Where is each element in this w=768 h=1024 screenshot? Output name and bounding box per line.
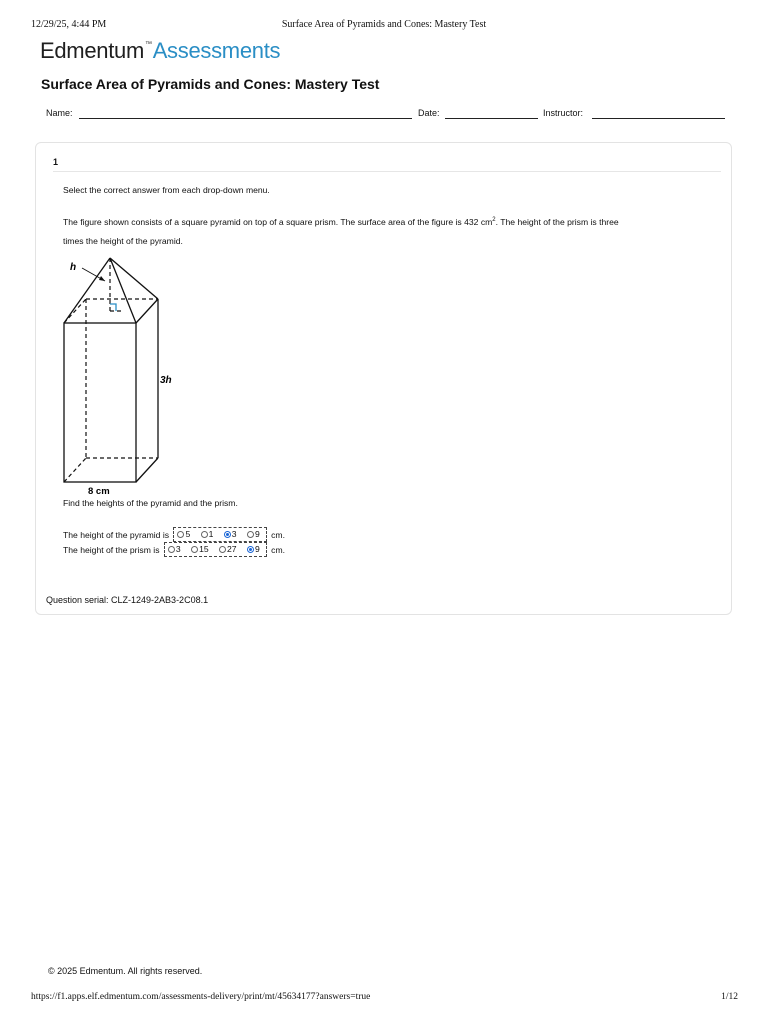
- question-divider: [53, 171, 721, 172]
- pyramid-height-options[interactable]: [173, 527, 266, 542]
- logo-product: Assessments: [152, 38, 281, 63]
- question-stem: [63, 213, 619, 231]
- logo-brand: Edmentum: [40, 38, 144, 63]
- h-pointer-arrowhead: [99, 276, 105, 281]
- stem-part2: . The height of the prism is three: [495, 217, 619, 227]
- name-label: Name:: [46, 108, 73, 118]
- radio-button-selected[interactable]: [247, 546, 254, 553]
- pyramid-edge-back-right: [110, 258, 158, 299]
- edmentum-logo: [40, 38, 280, 68]
- option-pyramid-5[interactable]: [177, 528, 190, 541]
- radio-button[interactable]: [177, 531, 184, 538]
- student-info-row: [46, 106, 726, 122]
- radio-button[interactable]: [168, 546, 175, 553]
- question-stem-line2: times the height of the pyramid.: [63, 236, 183, 246]
- stem-part1: The figure shown consists of a square pyramid on top of a square prism. The surface area of the figure is 432 cm: [63, 217, 493, 227]
- radio-button[interactable]: [201, 531, 208, 538]
- radio-button[interactable]: [191, 546, 198, 553]
- print-page-number: 1/12: [721, 992, 738, 1002]
- right-angle-marker: [110, 304, 116, 311]
- instructor-label: Instructor:: [543, 108, 584, 118]
- option-label: 1: [208, 529, 214, 539]
- figure-label-base: 8 cm: [88, 486, 110, 496]
- date-label: Date:: [418, 108, 440, 118]
- copyright: © 2025 Edmentum. All rights reserved.: [48, 966, 203, 976]
- print-timestamp: 12/29/25, 4:44 PM: [31, 19, 107, 30]
- question-serial: Question serial: CLZ-1249-2AB3-2C08.1: [46, 595, 209, 605]
- option-label: 3: [175, 544, 181, 554]
- option-prism-9[interactable]: [247, 543, 260, 556]
- answer-prefix: The height of the pyramid is: [63, 529, 170, 540]
- prism-top-right-edge: [136, 299, 158, 323]
- hidden-bottom-left-edge: [64, 458, 86, 482]
- question-card: [35, 142, 732, 615]
- prism-bottom-right-edge: [136, 458, 158, 482]
- prism-solid-edges: [64, 258, 158, 482]
- pyramid-edge-front-right: [110, 258, 136, 323]
- prism-hidden-edges: [64, 258, 158, 482]
- answer-row-pyramid: [63, 527, 285, 541]
- logo-trademark: ™: [144, 41, 152, 48]
- stem-superscript: 2: [492, 217, 496, 223]
- radio-button[interactable]: [247, 531, 254, 538]
- option-pyramid-3[interactable]: [224, 528, 237, 541]
- option-label: 15: [199, 544, 209, 554]
- print-footer: [0, 992, 768, 1006]
- option-label: 9: [254, 544, 260, 554]
- figure-label-h: h: [70, 262, 77, 273]
- instructor-line: [592, 118, 725, 119]
- option-prism-3[interactable]: [168, 543, 181, 556]
- option-label: 3: [231, 529, 237, 539]
- answer-unit: cm.: [271, 544, 285, 555]
- pyramid-prism-figure: [53, 256, 203, 496]
- print-header: [0, 19, 768, 33]
- name-line: [79, 118, 412, 119]
- figure-label-3h: 3h: [160, 375, 172, 386]
- prism-height-options[interactable]: [164, 542, 267, 557]
- print-url: https://f1.apps.elf.edmentum.com/assessments-delivery/print/mt/45634177?answers=true: [31, 992, 371, 1002]
- option-label: 9: [254, 529, 260, 539]
- option-pyramid-9[interactable]: [247, 528, 260, 541]
- option-pyramid-1[interactable]: [201, 528, 214, 541]
- print-page-title: Surface Area of Pyramids and Cones: Mastery Test: [281, 19, 487, 30]
- option-prism-15[interactable]: [191, 543, 209, 556]
- answer-unit: cm.: [271, 529, 285, 540]
- option-prism-27[interactable]: [219, 543, 237, 556]
- answer-row-prism: [63, 542, 285, 556]
- option-label: 27: [227, 544, 237, 554]
- option-label: 5: [185, 529, 191, 539]
- question-instruction: Select the correct answer from each drop-down menu.: [63, 185, 270, 195]
- question-prompt: Find the heights of the pyramid and the prism.: [63, 498, 238, 508]
- test-title: Surface Area of Pyramids and Cones: Mastery Test: [41, 76, 380, 92]
- radio-button-selected[interactable]: [224, 531, 231, 538]
- date-line: [445, 118, 538, 119]
- question-number: 1: [53, 157, 59, 167]
- radio-button[interactable]: [219, 546, 226, 553]
- answer-prefix: The height of the prism is: [63, 544, 160, 555]
